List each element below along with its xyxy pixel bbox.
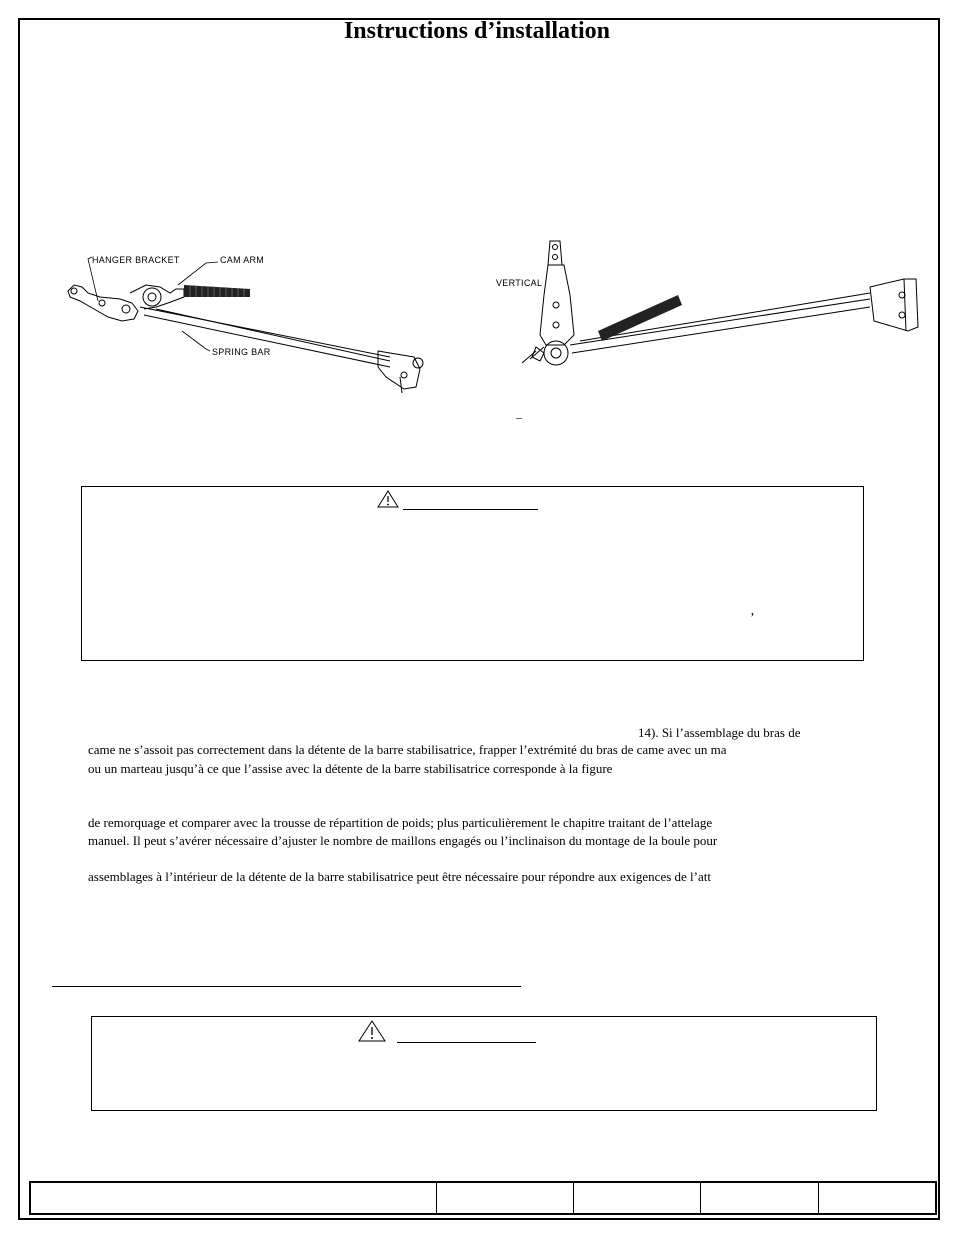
footer-cell	[701, 1183, 819, 1213]
footer-cell	[819, 1183, 935, 1213]
warning-box-1-mark: ’	[750, 611, 755, 626]
footer-table	[29, 1181, 937, 1215]
body-line-5: manuel. Il peut s’avérer nécessaire d’ajuster le nombre de maillons engagés ou l’inclinaison du montage de la boule pour	[88, 833, 718, 848]
figure-caption-dash: –	[516, 410, 522, 424]
footer-cell	[437, 1183, 574, 1213]
warning-triangle-icon	[377, 490, 399, 508]
warning-box-1	[81, 486, 864, 661]
body-line-1: 14). Si l’assemblage du bras de	[638, 725, 801, 740]
vertical-cam-arm-figure	[490, 235, 925, 375]
warning-triangle-icon	[358, 1020, 386, 1042]
warning-box-2	[91, 1016, 877, 1111]
vertical-cam-arm-drawing	[490, 235, 925, 375]
footer-cell	[31, 1183, 437, 1213]
body-line-6: assemblages à l’intérieur de la détente de la barre stabilisatrice peut être nécessaire pour répondre aux exigences de l’att	[88, 869, 711, 884]
spring-bar-drawing	[60, 245, 440, 405]
body-line-4: de remorquage et comparer avec la trousse de répartition de poids; plus particulièrement le chapitre traitant de l’attelage	[88, 815, 713, 830]
warning-heading-underline	[403, 509, 538, 510]
body-line-3: ou un marteau jusqu’à ce que l’assise avec la détente de la barre stabilisatrice corresponde à la figure	[88, 761, 613, 776]
spring-bar-label: SPRING BAR	[212, 347, 271, 357]
spring-bar-figure	[60, 245, 440, 405]
body-line-2: came ne s’assoit pas correctement dans la détente de la barre stabilisatrice, frapper l’extrémité du bras de came avec un ma	[88, 742, 727, 757]
footer-cell	[574, 1183, 701, 1213]
vertical-label: VERTICAL	[496, 278, 543, 288]
warning-heading-underline	[397, 1042, 536, 1043]
hanger-bracket-label: HANGER BRACKET	[92, 255, 180, 265]
section-separator-line	[52, 986, 521, 987]
page-title: Instructions d’installation	[343, 18, 611, 44]
cam-arm-label: CAM ARM	[220, 255, 265, 265]
